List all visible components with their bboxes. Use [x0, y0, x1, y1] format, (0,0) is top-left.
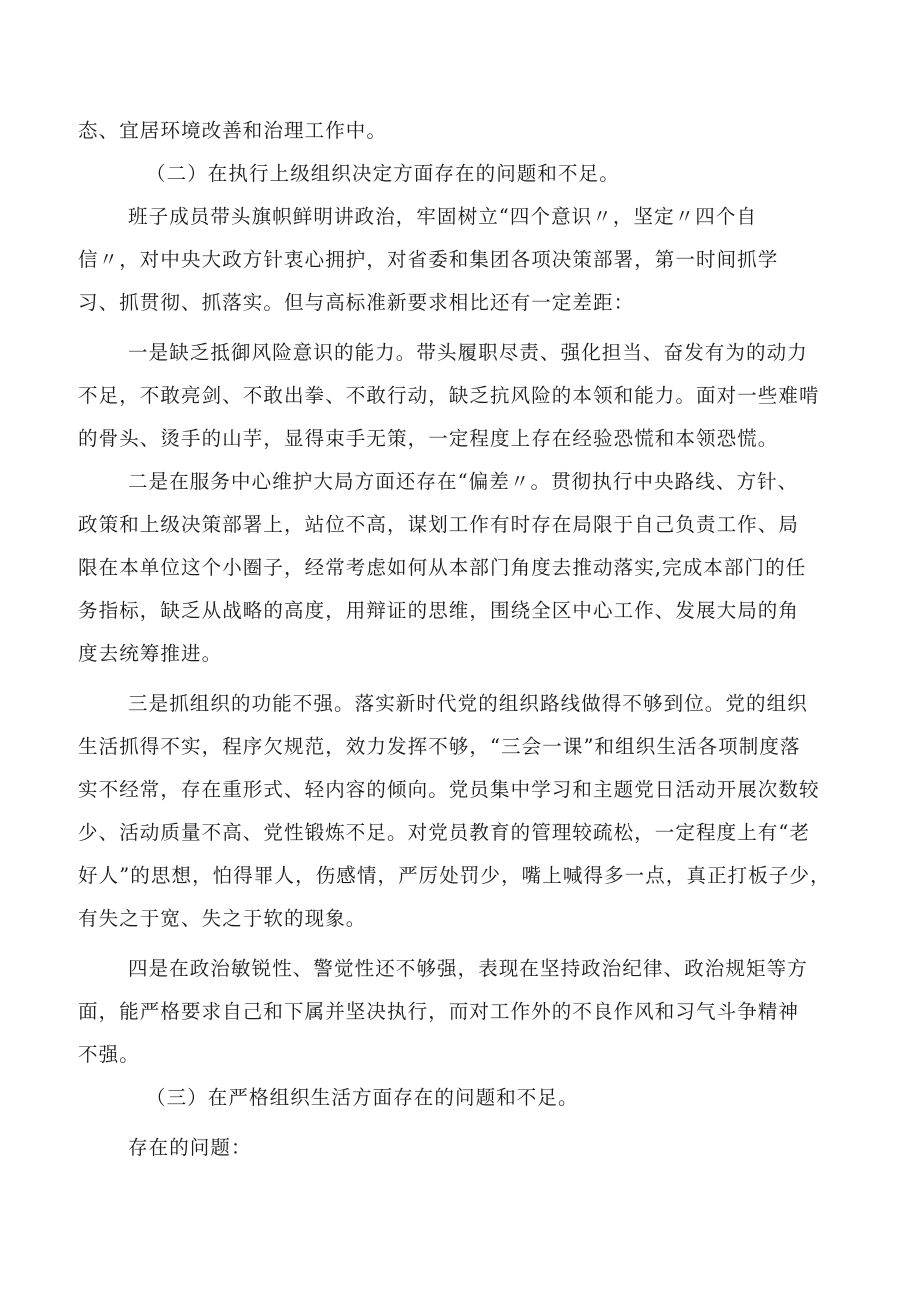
text-line: 生活抓得不实，程序欠规范，效力发挥不够，“三会一课”和组织生活各项制度落	[78, 735, 801, 758]
text-line: 实不经常，存在重形式、轻内容的倾向。党员集中学习和主题党日活动开展次数较	[78, 778, 820, 801]
section-heading: （三）在严格组织生活方面存在的问题和不足。	[146, 1086, 579, 1109]
text-line: 存在的问题：	[128, 1136, 252, 1159]
text-line: 一是缺乏抵御风险意识的能力。带头履职尽责、强化担当、奋发有为的动力	[128, 341, 808, 364]
text-line: 信〃，对中央大政方针衷心拥护，对省委和集团各项决策部署，第一时间抓学	[78, 248, 779, 271]
text-line: 不强。	[78, 1043, 140, 1066]
text-line: 习、抓贯彻、抓落实。但与高标准新要求相比还有一定差距：	[78, 291, 635, 314]
text-line: 限在本单位这个小圈子，经常考虑如何从本部门角度去推动落实,完成本部门的任	[78, 556, 807, 579]
text-line: 好人”的思想，怕得罪人，伤感情，严厉处罚少，嘴上喊得多一点，真正打板子少，	[78, 864, 831, 887]
text-line: 四是在政治敏锐性、警觉性还不够强，表现在坚持政治纪律、政治规矩等方	[128, 957, 808, 980]
text-line: 二是在服务中心维护大局方面还存在“偏差〃。贯彻执行中央路线、方针、	[128, 470, 799, 493]
text-line: 度去统筹推进。	[78, 642, 223, 665]
section-heading: （二）在执行上级组织决定方面存在的问题和不足。	[146, 162, 620, 185]
text-line: 三是抓组织的功能不强。落实新时代党的组织路线做得不够到位。党的组织	[128, 692, 808, 715]
text-line: 态、宜居环境改善和治理工作中。	[78, 119, 388, 142]
text-line: 不足，不敢亮剑、不敢出拳、不敢行动，缺乏抗风险的本领和能力。面对一些难啃	[78, 384, 820, 407]
text-line: 政策和上级决策部署上，站位不高，谋划工作有时存在局限于自己负责工作、局	[78, 513, 800, 536]
text-line: 的骨头、烫手的山芋，显得束手无策，一定程度上存在经验恐慌和本领恐慌。	[78, 427, 779, 450]
text-line: 少、活动质量不高、党性锻炼不足。对党员教育的管理较疏松，一定程度上有“老	[78, 821, 811, 844]
text-line: 有失之于宽、失之于软的现象。	[78, 907, 367, 930]
text-line: 班子成员带头旗帜鲜明讲政治，牢固树立“四个意识〃，坚定〃四个自	[128, 205, 758, 228]
text-line: 面，能严格要求自己和下属并坚决执行，而对工作外的不良作风和习气斗争精神	[78, 1000, 800, 1023]
text-line: 务指标，缺乏从战略的高度，用辩证的思维，围绕全区中心工作、发展大局的角	[78, 599, 800, 622]
